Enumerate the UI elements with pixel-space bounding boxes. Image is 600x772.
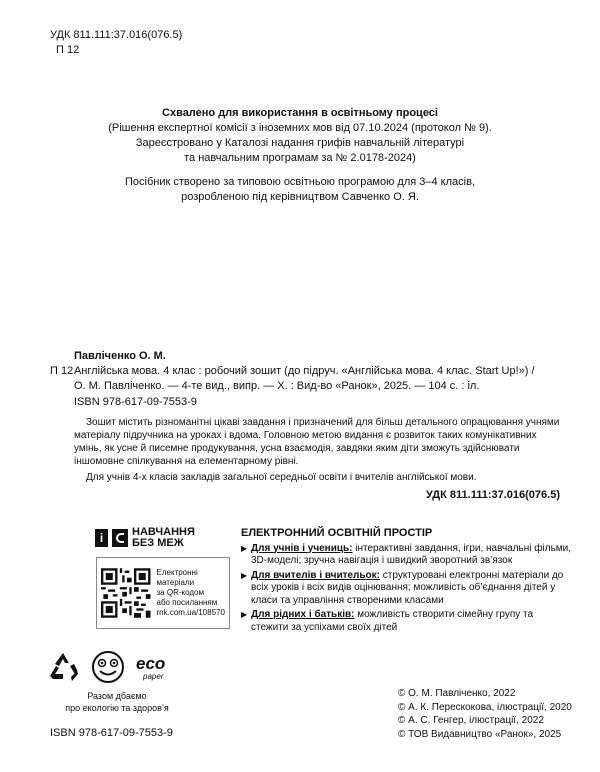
copyright-line: © О. М. Павліченко, 2022 — [398, 688, 516, 699]
approval-line-2: Зареєстровано у Каталозі надання грифів навчальній літературі — [135, 137, 465, 149]
catalog-isbn: ISBN 978-617-09-7553-9 — [74, 396, 197, 408]
eco-sub: paper — [143, 672, 164, 681]
eco-caption — [52, 690, 182, 714]
list-item — [241, 570, 571, 608]
eco-brand: eco — [136, 654, 166, 673]
electronic-space-block — [241, 527, 571, 634]
approval-title: Схвалено для використання в освітньому процесі — [162, 107, 438, 119]
qr-text-line-4: або посиланням — [156, 598, 218, 607]
triangle-bullet-icon: ▶ — [241, 570, 248, 580]
udk-code-right: УДК 811.111:37.016(076.5) — [426, 489, 560, 501]
approval-block — [60, 106, 540, 166]
eco-icons — [45, 650, 181, 684]
qr-panel — [96, 557, 230, 629]
annotation-paragraph: Зошит містить різноманітні цікаві завдання і призначений для більш детального опрацювання учнями матеріалу підручника на уроках і вдома. Головною метою видання є розвиток таких комунікативних умінь, як усне й писемне продукування, усна взаємодія, завдяки яким діти зможуть здійснювати іншомовне спілкування на елементарному рівні. — [74, 417, 560, 467]
item-text: можливість створити сімейну групу та стежити за успіхами своїх дітей — [251, 609, 534, 633]
qr-text-line-1: Електронні — [156, 568, 198, 577]
copyright-line: © А. С. Генгер, ілюстрації, 2022 — [398, 715, 544, 726]
catalog-entry-code: П 12 — [50, 365, 74, 377]
qr-text-line-2: матеріали — [156, 578, 195, 587]
logo-line-2: БЕЗ МЕЖ — [132, 537, 184, 549]
eco-caption-line-1: Разом дбаємо — [87, 691, 147, 701]
publisher-logo — [95, 527, 195, 549]
item-lead: Для рідних і батьків: — [251, 609, 355, 620]
eco-caption-line-2: про екологію та здоров’я — [65, 703, 169, 713]
logo-c-icon — [112, 529, 128, 547]
copyright-list — [398, 687, 572, 741]
catalog-desc-line-1: Англійська мова. 4 клас : робочий зошит (до підруч. «Англійська мова. 4 клас. Start Up!») / — [74, 365, 535, 377]
approval-line-1: (Рішення експертної комісії з іноземних мов від 07.10.2024 (протокол № 9). — [108, 122, 492, 134]
item-text: інтерактивні завдання, ігри, навчальні фільми, 3D-моделі; зручна навігація і швидкий зворотний зв’язок — [251, 542, 572, 566]
item-text: структуровані електронні матеріали до всіх уроків і всіх видів оцінювання; можливість об’єднання дітей у класи та управління створеними класами — [251, 569, 564, 606]
electronic-space-title: ЕЛЕКТРОННИЙ ОСВІТНІЙ ПРОСТІР — [241, 527, 433, 539]
list-item — [241, 609, 571, 634]
recycle-icon — [45, 650, 81, 684]
catalog-desc-line-2: О. М. Павліченко. — 4-те вид., випр. — Х. : Вид-во «Ранок», 2025. — 104 с. : іл. — [74, 380, 480, 392]
list-item — [241, 543, 571, 568]
triangle-bullet-icon: ▶ — [241, 543, 248, 553]
approval-line-3: та навчальним програмам за № 2.0178-2024) — [184, 152, 416, 164]
audience-paragraph: Для учнів 4-х класів закладів загальної середньої освіти і вчителів англійської мови. — [86, 472, 477, 483]
program-line-2: розробленою під керівництвом Савченко О. Я. — [181, 191, 419, 203]
catalog-code: П 12 — [56, 44, 80, 56]
logo-i-icon: i — [95, 529, 108, 547]
catalog-entry — [50, 349, 560, 503]
author-name: Павліченко О. М. — [74, 350, 166, 362]
item-lead: Для учнів і учениць: — [251, 542, 353, 554]
smiley-icon — [91, 650, 125, 684]
item-lead: Для вчителів і вчительок: — [251, 569, 381, 581]
qr-text-line-3: за QR-кодом — [156, 588, 204, 597]
qr-code-icon[interactable] — [101, 567, 151, 619]
program-block — [60, 175, 540, 205]
triangle-bullet-icon: ▶ — [241, 610, 248, 619]
eco-paper-logo — [135, 652, 181, 682]
logo-line-1: НАВЧАННЯ — [132, 526, 195, 538]
copyright-line: © А. К. Перескокова, ілюстрації, 2020 — [398, 701, 572, 713]
copyright-line: © ТОВ Видавництво «Ранок», 2025 — [398, 728, 562, 740]
qr-link[interactable]: rnk.com.ua/108570 — [156, 608, 225, 617]
header — [50, 28, 182, 58]
udk-code: УДК 811.111:37.016(076.5) — [50, 29, 183, 41]
program-line-1: Посібник створено за типовою освітньою програмою для 3–4 класів, — [124, 176, 475, 188]
bottom-isbn: ISBN 978-617-09-7553-9 — [50, 727, 173, 739]
